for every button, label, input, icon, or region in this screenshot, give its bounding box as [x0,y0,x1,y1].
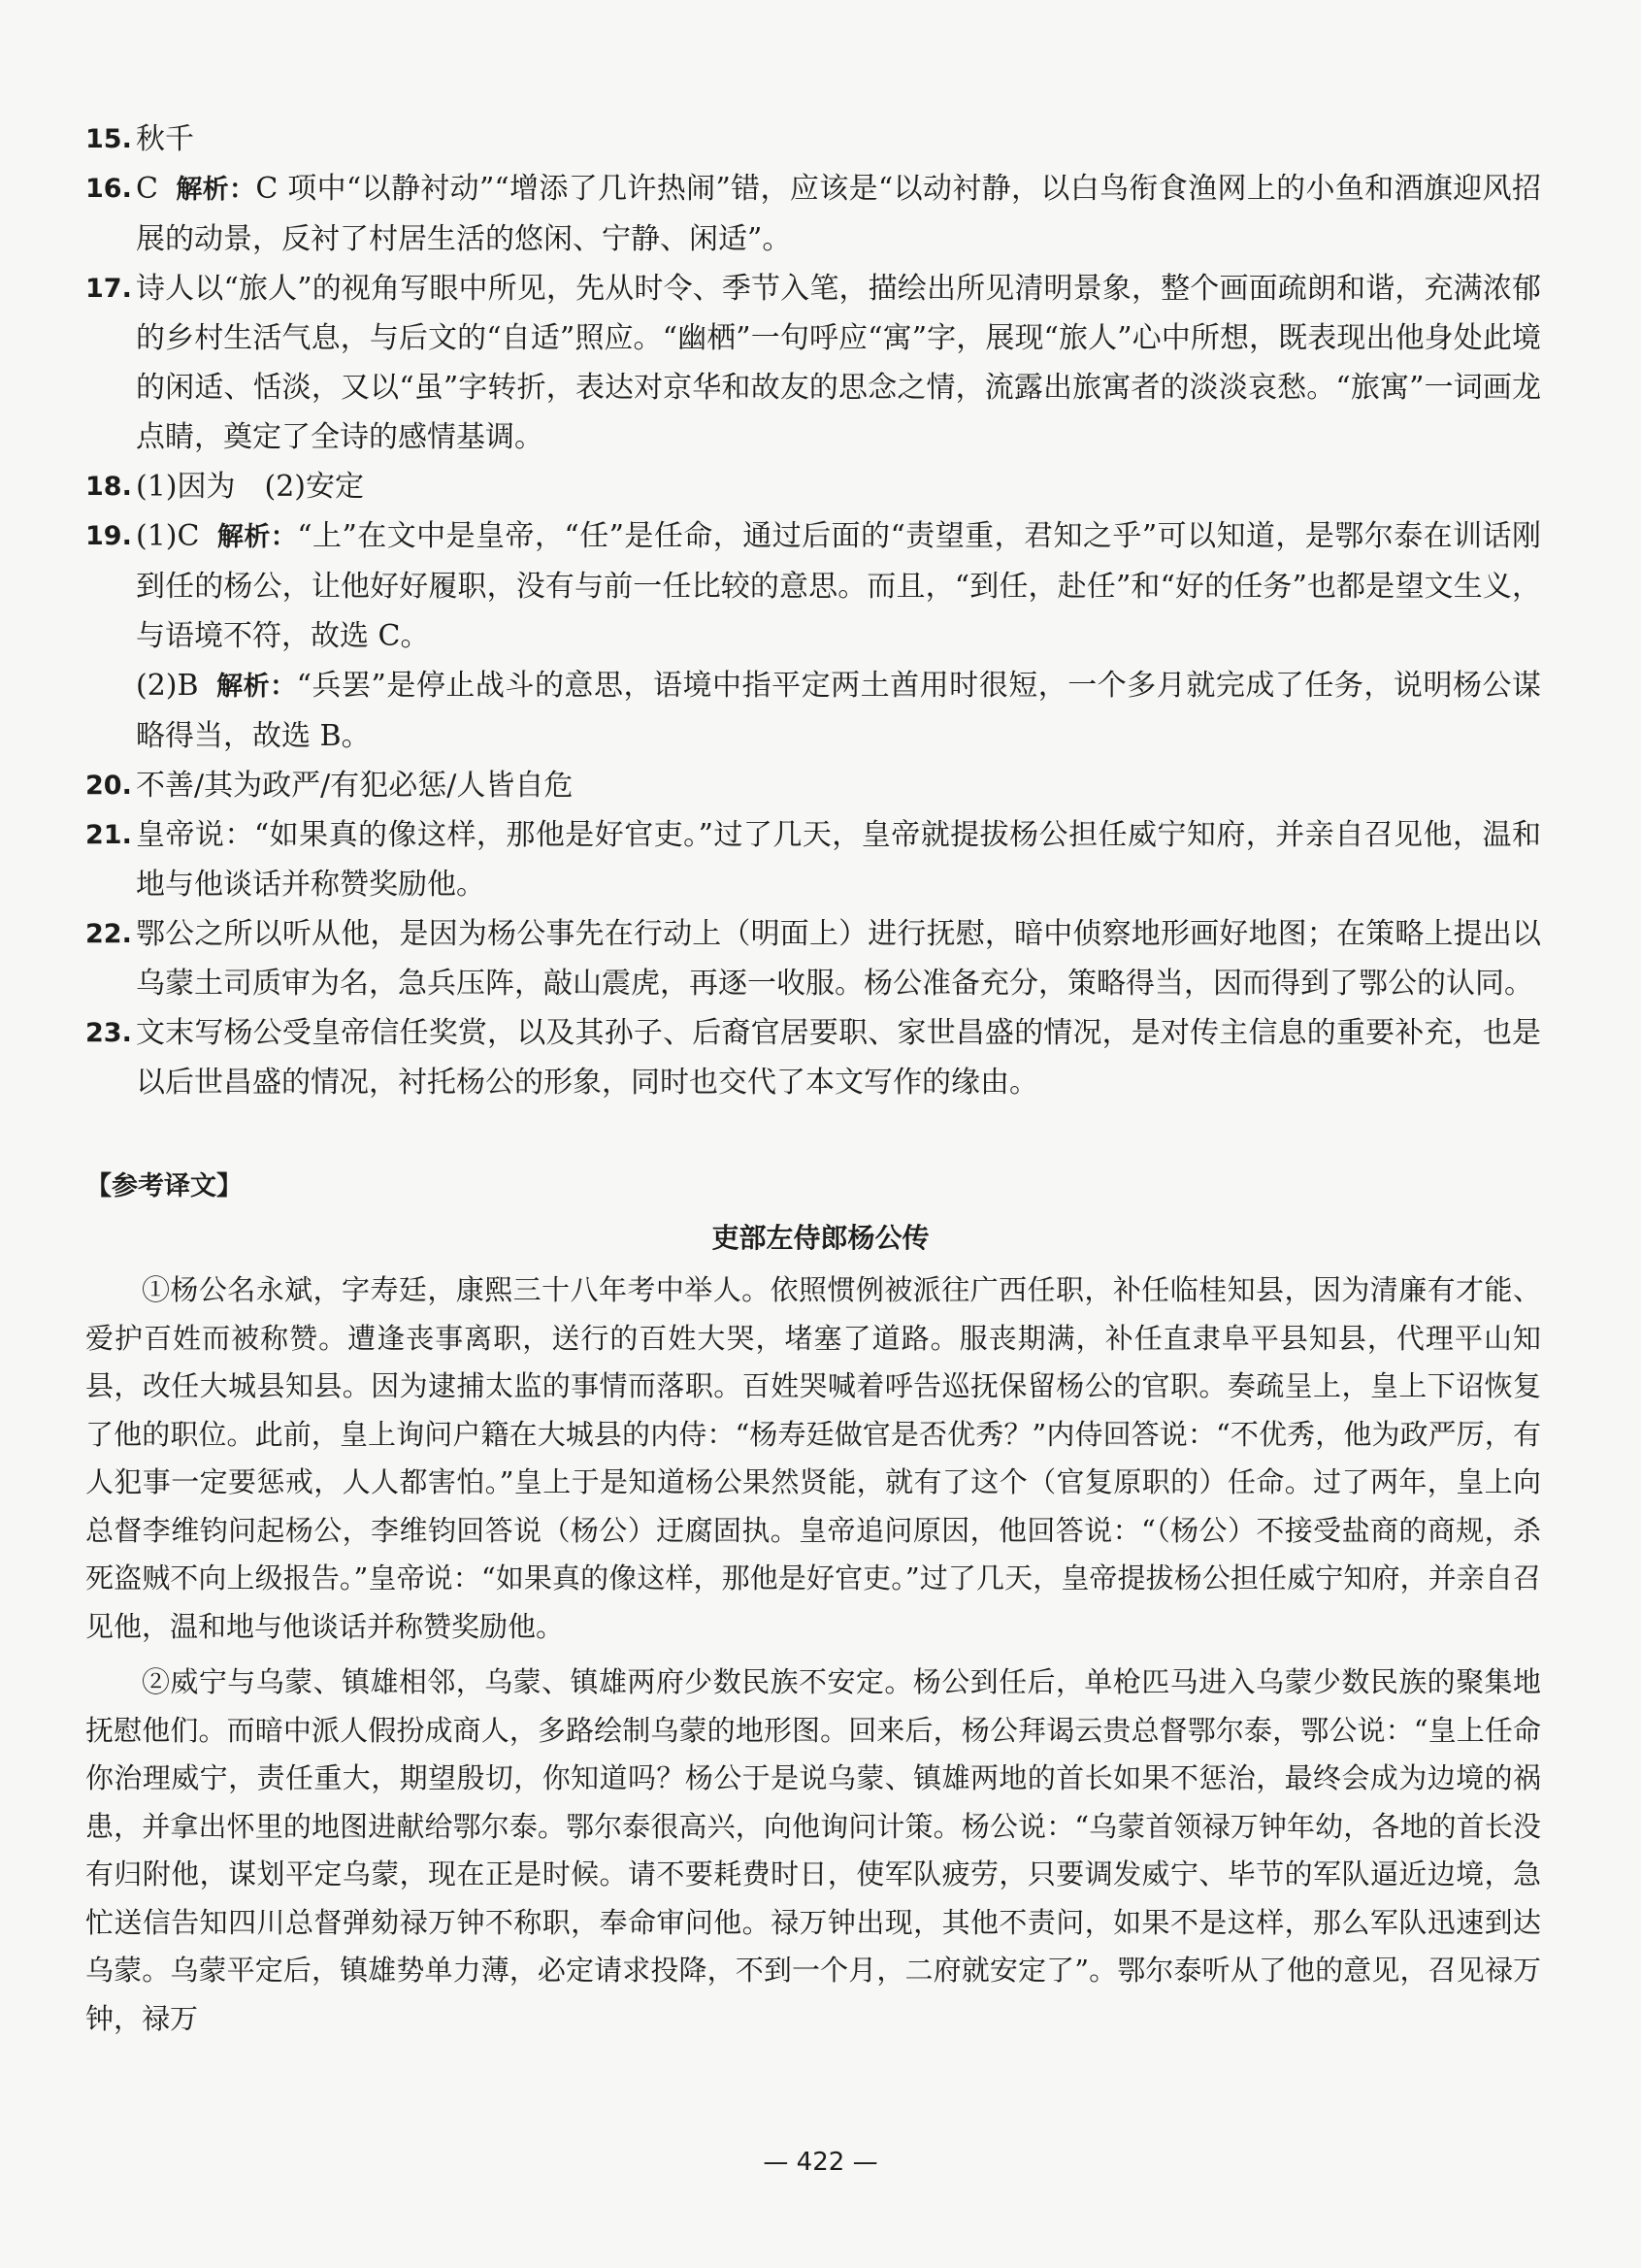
answer-number: 21. [85,820,132,850]
translation-body [85,1266,1541,2051]
answer-number: 17. [85,274,132,304]
answer-22 [85,909,1541,1008]
answer-18 [85,462,1541,511]
answer-text: 文末写杨公受皇帝信任奖赏，以及其孙子、后裔官居要职、家世昌盛的情况，是对传主信息的重要补充，也是以后世昌盛的情况，衬托杨公的形象，同时也交代了本文写作的缘由。 [136,1016,1541,1100]
answer-number: 20. [85,771,132,801]
answer-number: 18. [85,472,132,502]
answer-19-part-2 [85,661,1541,761]
answer-text: 鄂公之所以听从他，是因为杨公事先在行动上（明面上）进行抚慰，暗中侦察地形画好地图；在策略上提出以乌蒙土司质审为名，急兵压阵，敲山震虎，再逐一收服。杨公准备充分，策略得当，因而得到了鄂公的认同。 [136,917,1541,1001]
answer-text: 秋千 [136,122,194,156]
answer-list [85,115,1541,1107]
answer-text: 皇帝说：“如果真的像这样，那他是好官吏。”过了几天，皇帝就提拔杨公担任威宁知府，并亲自召见他，温和地与他谈话并称赞奖励他。 [136,818,1541,902]
answer-16 [85,164,1541,264]
answer-text: “上”在文中是皇帝，“任”是任命，通过后面的“责望重，君知之乎”可以知道，是鄂尔泰在训话刚到任的杨公，让他好好履职，没有与前一任比较的意思。而且，“到任，赴任”和“好的任务”也都是望文生义，与语境不符，故选 C。 [136,519,1541,653]
answer-20 [85,761,1541,810]
page-number: — 422 — [763,2148,878,2177]
answer-number: 15. [85,124,132,154]
answer-choice: (2)B [136,669,199,703]
analysis-label: 解析： [215,672,297,702]
answer-19 [85,511,1541,661]
answer-23 [85,1008,1541,1107]
answer-choice: C [136,172,158,206]
answer-text: (1)因为 (2)安定 [136,470,364,504]
answer-text: “兵罢”是停止战斗的意思，语境中指平定两土酋用时很短，一个多月就完成了任务，说明杨公谋略得当，故选 B。 [136,669,1541,753]
answer-number: 22. [85,919,132,949]
section-heading: 【参考译文】 [85,1171,243,1201]
translation-paragraph-1: ①杨公名永斌，字寿廷，康熙三十八年考中举人。依照惯例被派往广西任职，补任临桂知县，因为清廉有才能、爱护百姓而被称赞。遭逢丧事离职，送行的百姓大哭，堵塞了道路。服丧期满，补任直隶阜平县知县，代理平山知县，改任大城县知县。因为逮捕太监的事情而落职。百姓哭喊着呼告巡抚保留杨公的官职。奏疏呈上，皇上下诏恢复了他的职位。此前，皇上询问户籍在大城县的内侍：“杨寿廷做官是否优秀？”内侍回答说：“不优秀，他为政严厉，有人犯事一定要惩戒，人人都害怕。”皇上于是知道杨公果然贤能，就有了这个（官复原职的）任命。过了两年，皇上向总督李维钧问起杨公，李维钧回答说（杨公）迂腐固执。皇帝追问原因，他回答说：“（杨公）不接受盐商的商规，杀死盗贼不向上级报告。”皇帝说：“如果真的像这样，那他是好官吏。”过了几天，皇帝提拔杨公担任威宁知府，并亲自召见他，温和地与他谈话并称赞奖励他。 [85,1273,1541,1643]
answer-choice: (1)C [136,519,200,553]
answer-text: C 项中“以静衬动”“增添了几许热闹”错，应该是“以动衬静，以白鸟衔食渔网上的小鱼和酒旗迎风招展的动景，反衬了村居生活的悠闲、宁静、闲适”。 [136,172,1541,256]
answer-number: 19. [85,521,132,551]
analysis-label: 解析： [175,175,256,205]
answer-15 [85,115,1541,164]
answer-text: 诗人以“旅人”的视角写眼中所见，先从时令、季节入笔，描绘出所见清明景象，整个画面疏朗和谐，充满浓郁的乡村生活气息，与后文的“自适”照应。“幽栖”一句呼应“寓”字，展现“旅人”心中所想，既表现出他身处此境的闲适、恬淡，又以“虽”字转折，表达对京华和故友的思念之情，流露出旅寓者的淡淡哀愁。“旅寓”一词画龙点睛，奠定了全诗的感情基调。 [136,272,1541,454]
answer-21 [85,810,1541,909]
translation-paragraph-2: ②威宁与乌蒙、镇雄相邻，乌蒙、镇雄两府少数民族不安定。杨公到任后，单枪匹马进入乌蒙少数民族的聚集地抚慰他们。而暗中派人假扮成商人，多路绘制乌蒙的地形图。回来后，杨公拜谒云贵总督鄂尔泰，鄂公说：“皇上任命你治理威宁，责任重大，期望殷切，你知道吗？杨公于是说乌蒙、镇雄两地的首长如果不惩治，最终会成为边境的祸患，并拿出怀里的地图进献给鄂尔泰。鄂尔泰很高兴，向他询问计策。杨公说：“乌蒙首领禄万钟年幼，各地的首长没有归附他，谋划平定乌蒙，现在正是时候。请不要耗费时日，使军队疲劳，只要调发威宁、毕节的军队逼近边境，急忙送信告知四川总督弹劾禄万钟不称职，奉命审问他。禄万钟出现，其他不责问，如果不是这样，那么军队迅速到达乌蒙。乌蒙平定后，镇雄势单力薄，必定请求投降，不到一个月，二府就安定了”。鄂尔泰听从了他的意见，召见禄万钟，禄万 [85,1665,1541,2035]
translation-title: 吏部左侍郎杨公传 [711,1222,930,1254]
answer-17 [85,264,1541,462]
answer-number: 23. [85,1018,132,1048]
answer-text: 不善/其为政严/有犯必惩/人皆自危 [136,769,574,803]
answer-number: 16. [85,174,132,204]
analysis-label: 解析： [216,522,298,552]
